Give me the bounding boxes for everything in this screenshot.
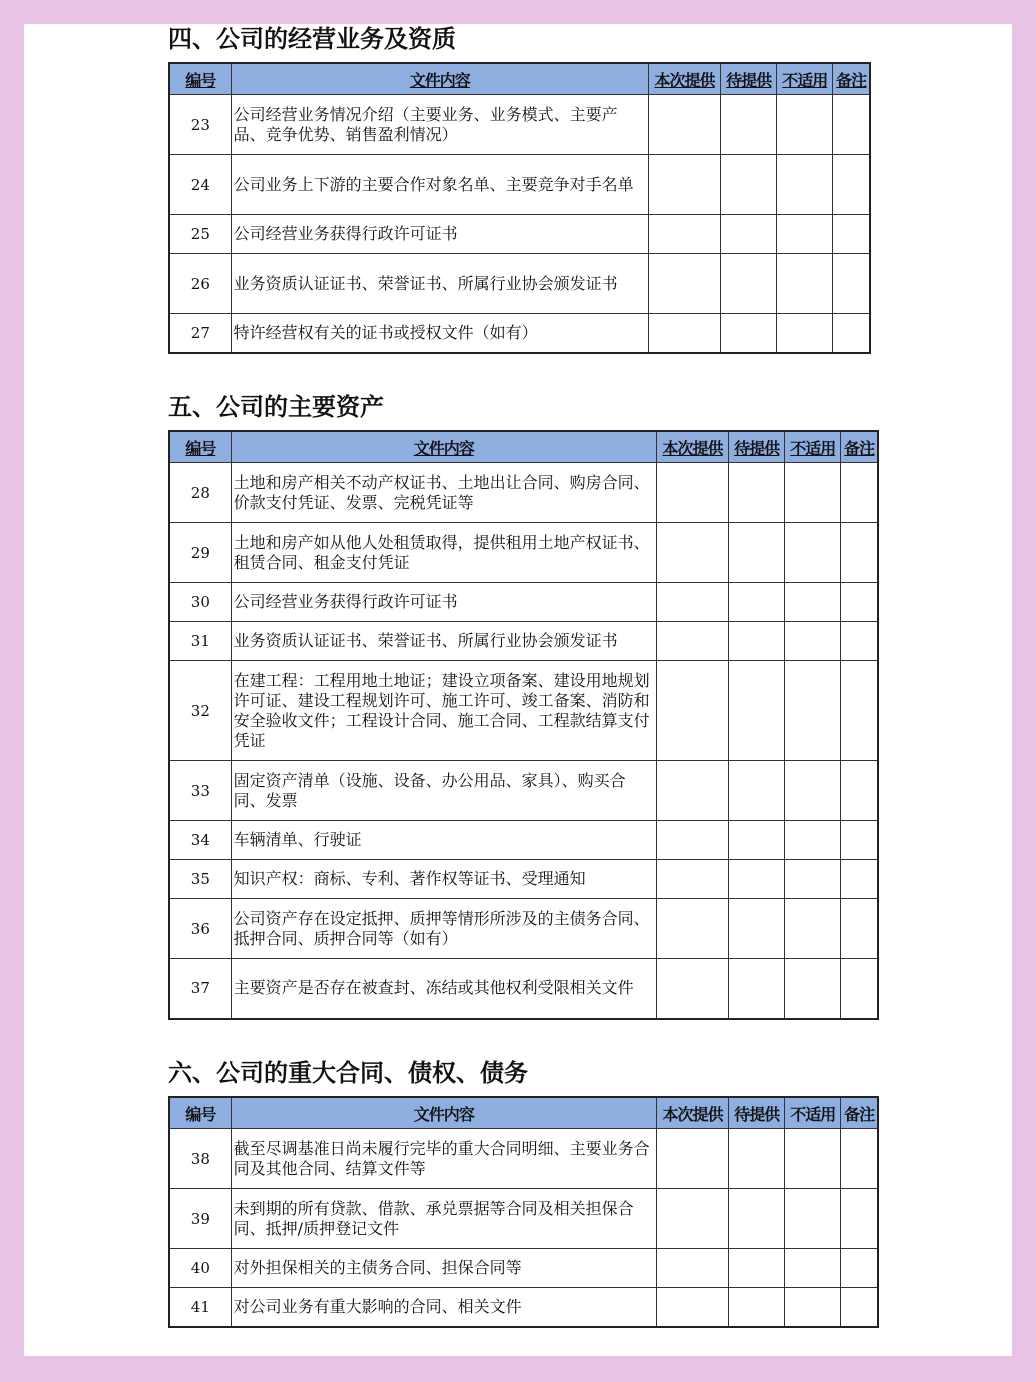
provided-cell[interactable] — [656, 821, 728, 860]
not-applicable-cell[interactable] — [785, 761, 841, 821]
not-applicable-cell[interactable] — [785, 959, 841, 1019]
remarks-cell[interactable] — [841, 1129, 878, 1189]
pending-cell[interactable] — [729, 761, 785, 821]
header-number: 编号 — [169, 63, 231, 95]
table-row — [169, 314, 870, 353]
pending-cell[interactable] — [729, 959, 785, 1019]
provided-cell[interactable] — [648, 95, 720, 155]
row-content: 对公司业务有重大影响的合同、相关文件 — [231, 1288, 656, 1327]
not-applicable-cell[interactable] — [785, 1288, 841, 1327]
table-row — [169, 622, 878, 661]
remarks-cell[interactable] — [841, 463, 878, 523]
remarks-cell[interactable] — [841, 583, 878, 622]
pending-cell[interactable] — [721, 254, 777, 314]
section-major-assets — [168, 392, 879, 1020]
table-row — [169, 155, 870, 215]
row-number: 32 — [169, 661, 231, 761]
header-not-applicable: 不适用 — [785, 431, 841, 463]
pending-cell[interactable] — [729, 622, 785, 661]
pending-cell[interactable] — [729, 1129, 785, 1189]
not-applicable-cell[interactable] — [785, 860, 841, 899]
row-number: 23 — [169, 95, 231, 155]
remarks-cell[interactable] — [833, 155, 870, 215]
row-number: 29 — [169, 523, 231, 583]
row-number: 35 — [169, 860, 231, 899]
row-number: 26 — [169, 254, 231, 314]
checklist-table — [168, 430, 879, 1020]
section-title: 四、公司的经营业务及资质 — [168, 25, 456, 53]
remarks-cell[interactable] — [841, 622, 878, 661]
table-row — [169, 1249, 878, 1288]
header-remarks: 备注 — [833, 63, 870, 95]
row-content: 公司经营业务获得行政许可证书 — [231, 583, 656, 622]
provided-cell[interactable] — [656, 523, 728, 583]
not-applicable-cell[interactable] — [777, 155, 833, 215]
table-header-row — [169, 1097, 878, 1129]
not-applicable-cell[interactable] — [777, 254, 833, 314]
provided-cell[interactable] — [656, 622, 728, 661]
table-row — [169, 215, 870, 254]
pending-cell[interactable] — [729, 1288, 785, 1327]
pending-cell[interactable] — [729, 1189, 785, 1249]
row-number: 40 — [169, 1249, 231, 1288]
not-applicable-cell[interactable] — [785, 899, 841, 959]
provided-cell[interactable] — [656, 583, 728, 622]
remarks-cell[interactable] — [841, 821, 878, 860]
row-number: 25 — [169, 215, 231, 254]
row-number: 37 — [169, 959, 231, 1019]
document-page — [24, 24, 1012, 1356]
table-row — [169, 95, 870, 155]
row-number: 41 — [169, 1288, 231, 1327]
row-content: 业务资质认证证书、荣誉证书、所属行业协会颁发证书 — [231, 254, 648, 314]
not-applicable-cell[interactable] — [777, 95, 833, 155]
table-row — [169, 1129, 878, 1189]
header-not-applicable: 不适用 — [777, 63, 833, 95]
not-applicable-cell[interactable] — [785, 1189, 841, 1249]
provided-cell[interactable] — [656, 860, 728, 899]
row-number: 38 — [169, 1129, 231, 1189]
header-not-applicable: 不适用 — [785, 1097, 841, 1129]
row-number: 30 — [169, 583, 231, 622]
header-number: 编号 — [169, 431, 231, 463]
header-remarks: 备注 — [841, 1097, 878, 1129]
row-number: 27 — [169, 314, 231, 353]
checklist-table — [168, 1096, 879, 1328]
row-content: 业务资质认证证书、荣誉证书、所属行业协会颁发证书 — [231, 622, 656, 661]
header-content: 文件内容 — [231, 431, 656, 463]
table-row — [169, 583, 878, 622]
provided-cell[interactable] — [656, 1189, 728, 1249]
table-row — [169, 463, 878, 523]
table-row — [169, 254, 870, 314]
header-pending: 待提供 — [721, 63, 777, 95]
remarks-cell[interactable] — [841, 959, 878, 1019]
provided-cell[interactable] — [656, 1129, 728, 1189]
table-row — [169, 899, 878, 959]
row-content: 土地和房产相关不动产权证书、土地出让合同、购房合同、价款支付凭证、发票、完税凭证等 — [231, 463, 656, 523]
provided-cell[interactable] — [648, 155, 720, 215]
not-applicable-cell[interactable] — [785, 523, 841, 583]
row-content: 公司资产存在设定抵押、质押等情形所涉及的主债务合同、抵押合同、质押合同等（如有） — [231, 899, 656, 959]
row-content: 未到期的所有贷款、借款、承兑票据等合同及相关担保合同、抵押/质押登记文件 — [231, 1189, 656, 1249]
section-title: 五、公司的主要资产 — [168, 393, 384, 421]
not-applicable-cell[interactable] — [785, 1249, 841, 1288]
not-applicable-cell[interactable] — [785, 583, 841, 622]
header-pending: 待提供 — [729, 431, 785, 463]
table-header-row — [169, 431, 878, 463]
pending-cell[interactable] — [729, 583, 785, 622]
table-row — [169, 821, 878, 860]
section-title: 六、公司的重大合同、债权、债务 — [168, 1059, 528, 1087]
not-applicable-cell[interactable] — [785, 1129, 841, 1189]
header-provided: 本次提供 — [648, 63, 720, 95]
pending-cell[interactable] — [729, 899, 785, 959]
table-row — [169, 959, 878, 1019]
table-row — [169, 761, 878, 821]
row-content: 公司经营业务获得行政许可证书 — [231, 215, 648, 254]
table-row — [169, 860, 878, 899]
not-applicable-cell[interactable] — [777, 215, 833, 254]
remarks-cell[interactable] — [841, 1189, 878, 1249]
pending-cell[interactable] — [729, 1249, 785, 1288]
remarks-cell[interactable] — [841, 661, 878, 761]
checklist-table — [168, 62, 871, 354]
row-content: 土地和房产如从他人处租赁取得，提供租用土地产权证书、租赁合同、租金支付凭证 — [231, 523, 656, 583]
pending-cell[interactable] — [729, 821, 785, 860]
provided-cell[interactable] — [656, 959, 728, 1019]
row-content: 知识产权：商标、专利、著作权等证书、受理通知 — [231, 860, 656, 899]
provided-cell[interactable] — [656, 899, 728, 959]
section-major-contracts — [168, 1058, 879, 1328]
remarks-cell[interactable] — [833, 254, 870, 314]
pending-cell[interactable] — [729, 661, 785, 761]
row-number: 31 — [169, 622, 231, 661]
not-applicable-cell[interactable] — [777, 314, 833, 353]
row-content: 截至尽调基准日尚未履行完毕的重大合同明细、主要业务合同及其他合同、结算文件等 — [231, 1129, 656, 1189]
header-content: 文件内容 — [231, 1097, 656, 1129]
not-applicable-cell[interactable] — [785, 821, 841, 860]
remarks-cell[interactable] — [841, 899, 878, 959]
row-content: 公司经营业务情况介绍（主要业务、业务模式、主要产品、竞争优势、销售盈利情况） — [231, 95, 648, 155]
table-row — [169, 661, 878, 761]
table-row — [169, 523, 878, 583]
header-provided: 本次提供 — [656, 1097, 728, 1129]
header-remarks: 备注 — [841, 431, 878, 463]
row-content: 主要资产是否存在被查封、冻结或其他权利受限相关文件 — [231, 959, 656, 1019]
row-number: 39 — [169, 1189, 231, 1249]
remarks-cell[interactable] — [841, 1288, 878, 1327]
header-number: 编号 — [169, 1097, 231, 1129]
row-content: 对外担保相关的主债务合同、担保合同等 — [231, 1249, 656, 1288]
not-applicable-cell[interactable] — [785, 661, 841, 761]
row-content: 公司业务上下游的主要合作对象名单、主要竞争对手名单 — [231, 155, 648, 215]
not-applicable-cell[interactable] — [785, 463, 841, 523]
provided-cell[interactable] — [648, 215, 720, 254]
table-row — [169, 1189, 878, 1249]
row-number: 28 — [169, 463, 231, 523]
remarks-cell[interactable] — [833, 215, 870, 254]
row-content: 车辆清单、行驶证 — [231, 821, 656, 860]
pending-cell[interactable] — [729, 860, 785, 899]
header-content: 文件内容 — [231, 63, 648, 95]
provided-cell[interactable] — [656, 463, 728, 523]
row-number: 24 — [169, 155, 231, 215]
row-number: 33 — [169, 761, 231, 821]
provided-cell[interactable] — [656, 661, 728, 761]
provided-cell[interactable] — [648, 314, 720, 353]
row-number: 36 — [169, 899, 231, 959]
remarks-cell[interactable] — [833, 314, 870, 353]
table-header-row — [169, 63, 870, 95]
pending-cell[interactable] — [721, 95, 777, 155]
header-provided: 本次提供 — [656, 431, 728, 463]
not-applicable-cell[interactable] — [785, 622, 841, 661]
row-content: 在建工程：工程用地土地证；建设立项备案、建设用地规划许可证、建设工程规划许可、施工许可、竣工备案、消防和安全验收文件；工程设计合同、施工合同、工程款结算支付凭证 — [231, 661, 656, 761]
table-row — [169, 1288, 878, 1327]
remarks-cell[interactable] — [841, 1249, 878, 1288]
row-content: 特许经营权有关的证书或授权文件（如有） — [231, 314, 648, 353]
pending-cell[interactable] — [729, 523, 785, 583]
remarks-cell[interactable] — [841, 761, 878, 821]
provided-cell[interactable] — [656, 761, 728, 821]
remarks-cell[interactable] — [841, 523, 878, 583]
remarks-cell[interactable] — [841, 860, 878, 899]
pending-cell[interactable] — [721, 215, 777, 254]
remarks-cell[interactable] — [833, 95, 870, 155]
provided-cell[interactable] — [656, 1249, 728, 1288]
row-number: 34 — [169, 821, 231, 860]
provided-cell[interactable] — [656, 1288, 728, 1327]
header-pending: 待提供 — [729, 1097, 785, 1129]
row-content: 固定资产清单（设施、设备、办公用品、家具）、购买合同、发票 — [231, 761, 656, 821]
section-business-qualifications — [168, 24, 871, 354]
pending-cell[interactable] — [729, 463, 785, 523]
provided-cell[interactable] — [648, 254, 720, 314]
pending-cell[interactable] — [721, 314, 777, 353]
pending-cell[interactable] — [721, 155, 777, 215]
